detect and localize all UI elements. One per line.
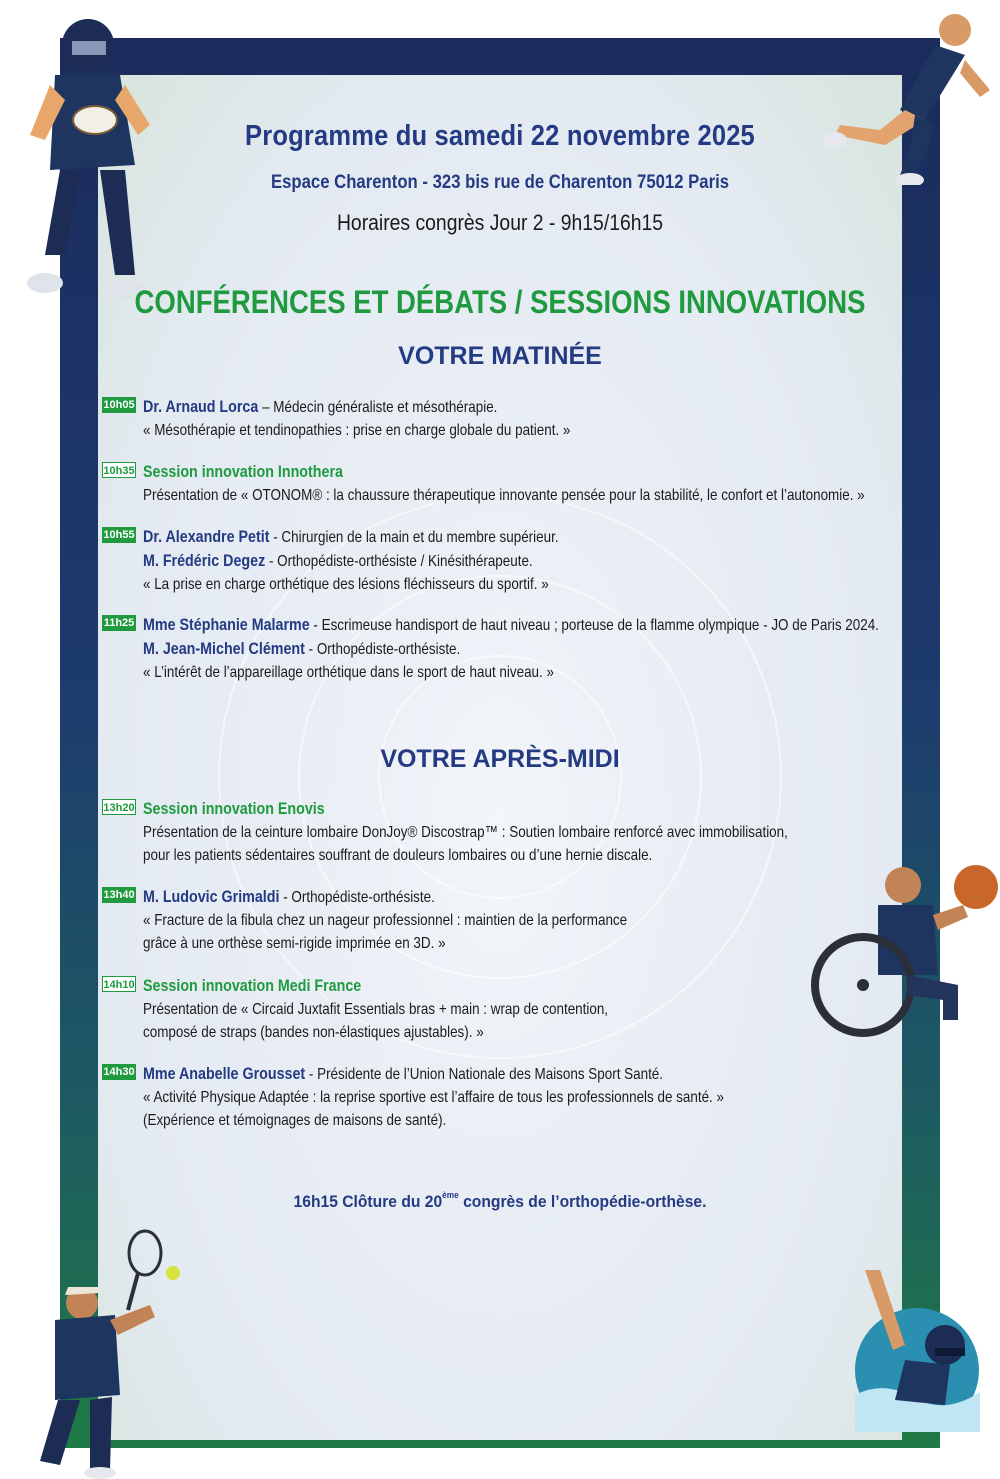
closing-line: [40, 1192, 960, 1212]
talk-title: « Mésothérapie et tendinopathies : prise en charge globale du patient. »: [143, 422, 571, 439]
time-badge: 10h05: [103, 399, 135, 411]
speaker-name: M. Frédéric Degez: [143, 551, 266, 570]
time-badge: 13h40: [103, 889, 135, 901]
speaker-role: - Orthopédiste-orthésiste.: [279, 889, 435, 906]
speaker-name: Dr. Arnaud Lorca: [143, 397, 259, 416]
talk-title: « Fracture de la fibula chez un nageur professionnel : maintien de la performance: [143, 912, 628, 929]
speaker-name: Mme Stéphanie Malarme: [143, 615, 310, 634]
afternoon-heading: VOTRE APRÈS-MIDI: [380, 745, 620, 773]
tennis-player-illustration: [0, 1225, 190, 1479]
speaker-name: Mme Anabelle Grousset: [143, 1064, 306, 1083]
rugby-player-illustration: [10, 5, 160, 305]
session-name: Session innovation Innothera: [143, 462, 343, 481]
time-badge: 14h10: [102, 976, 136, 992]
closing-text: 16h15 Clôture du 20: [293, 1192, 443, 1211]
closing-text-end: congrès de l’orthopédie-orthèse.: [458, 1192, 707, 1211]
session-name: Session innovation Enovis: [143, 799, 325, 818]
time-badge: 14h30: [103, 1066, 135, 1078]
venue-address: Espace Charenton - 323 bis rue de Charenton 75012 Paris: [270, 172, 730, 193]
session-description: Présentation de « OTONOM® : la chaussure thérapeutique innovante pensée pour la stabilité, le confort et l’autonomie. »: [143, 487, 865, 504]
closing-superscript: ème: [442, 1190, 459, 1200]
swimmer-illustration: [835, 1260, 995, 1435]
time-badge: 10h55: [103, 529, 135, 541]
runner-illustration: [815, 5, 995, 185]
speaker-role: – Médecin généraliste et mésothérapie.: [258, 399, 498, 416]
session-description: Présentation de « Circaid Juxtafit Essentials bras + main : wrap de contention,: [143, 1001, 609, 1018]
speaker-role: - Orthopédiste-orthésiste.: [304, 641, 461, 658]
speaker-name: M. Jean-Michel Clément: [143, 639, 305, 658]
talk-title: grâce à une orthèse semi-rigide imprimée en 3D. »: [143, 935, 446, 952]
session-description: Présentation de la ceinture lombaire DonJoy® Discostrap™ : Soutien lombaire renforcé avec immobilisation,: [143, 824, 788, 841]
talk-note: (Expérience et témoignages de maisons de santé).: [143, 1112, 447, 1129]
speaker-role: - Escrimeuse handisport de haut niveau ; porteuse de la flamme olympique - JO de Paris 2024.: [309, 617, 879, 634]
session-name: Session innovation Medi France: [143, 976, 362, 995]
talk-title: « L’intérêt de l’appareillage orthétique dans le sport de haut niveau. »: [143, 664, 554, 681]
page-title: Programme du samedi 22 novembre 2025: [245, 120, 755, 152]
wheelchair-basketball-illustration: [808, 855, 998, 1045]
session-description: composé de straps (bandes non-élastiques ajustables). »: [143, 1024, 484, 1041]
talk-title: « La prise en charge orthétique des lésions fléchisseurs du sportif. »: [143, 576, 549, 593]
congress-hours: Horaires congrès Jour 2 - 9h15/16h15: [336, 210, 664, 235]
conferences-heading: CONFÉRENCES ET DÉBATS / SESSIONS INNOVATIONS: [134, 284, 866, 320]
session-description: pour les patients sédentaires souffrant de douleurs lombaires ou d’une hernie discale.: [143, 847, 653, 864]
speaker-name: Dr. Alexandre Petit: [143, 527, 270, 546]
talk-title: « Activité Physique Adaptée : la reprise sportive est l’affaire de tous les professionnels de santé. »: [143, 1089, 725, 1106]
speaker-role: - Orthopédiste-orthésiste / Kinésithérapeute.: [265, 553, 533, 570]
time-badge: 10h35: [102, 462, 136, 478]
time-badge: 13h20: [102, 799, 136, 815]
speaker-role: - Présidente de l’Union Nationale des Maisons Sport Santé.: [305, 1066, 664, 1083]
speaker-name: M. Ludovic Grimaldi: [143, 887, 280, 906]
speaker-role: - Chirurgien de la main et du membre supérieur.: [269, 529, 559, 546]
time-badge: 11h25: [103, 617, 135, 629]
morning-heading: VOTRE MATINÉE: [398, 342, 602, 370]
